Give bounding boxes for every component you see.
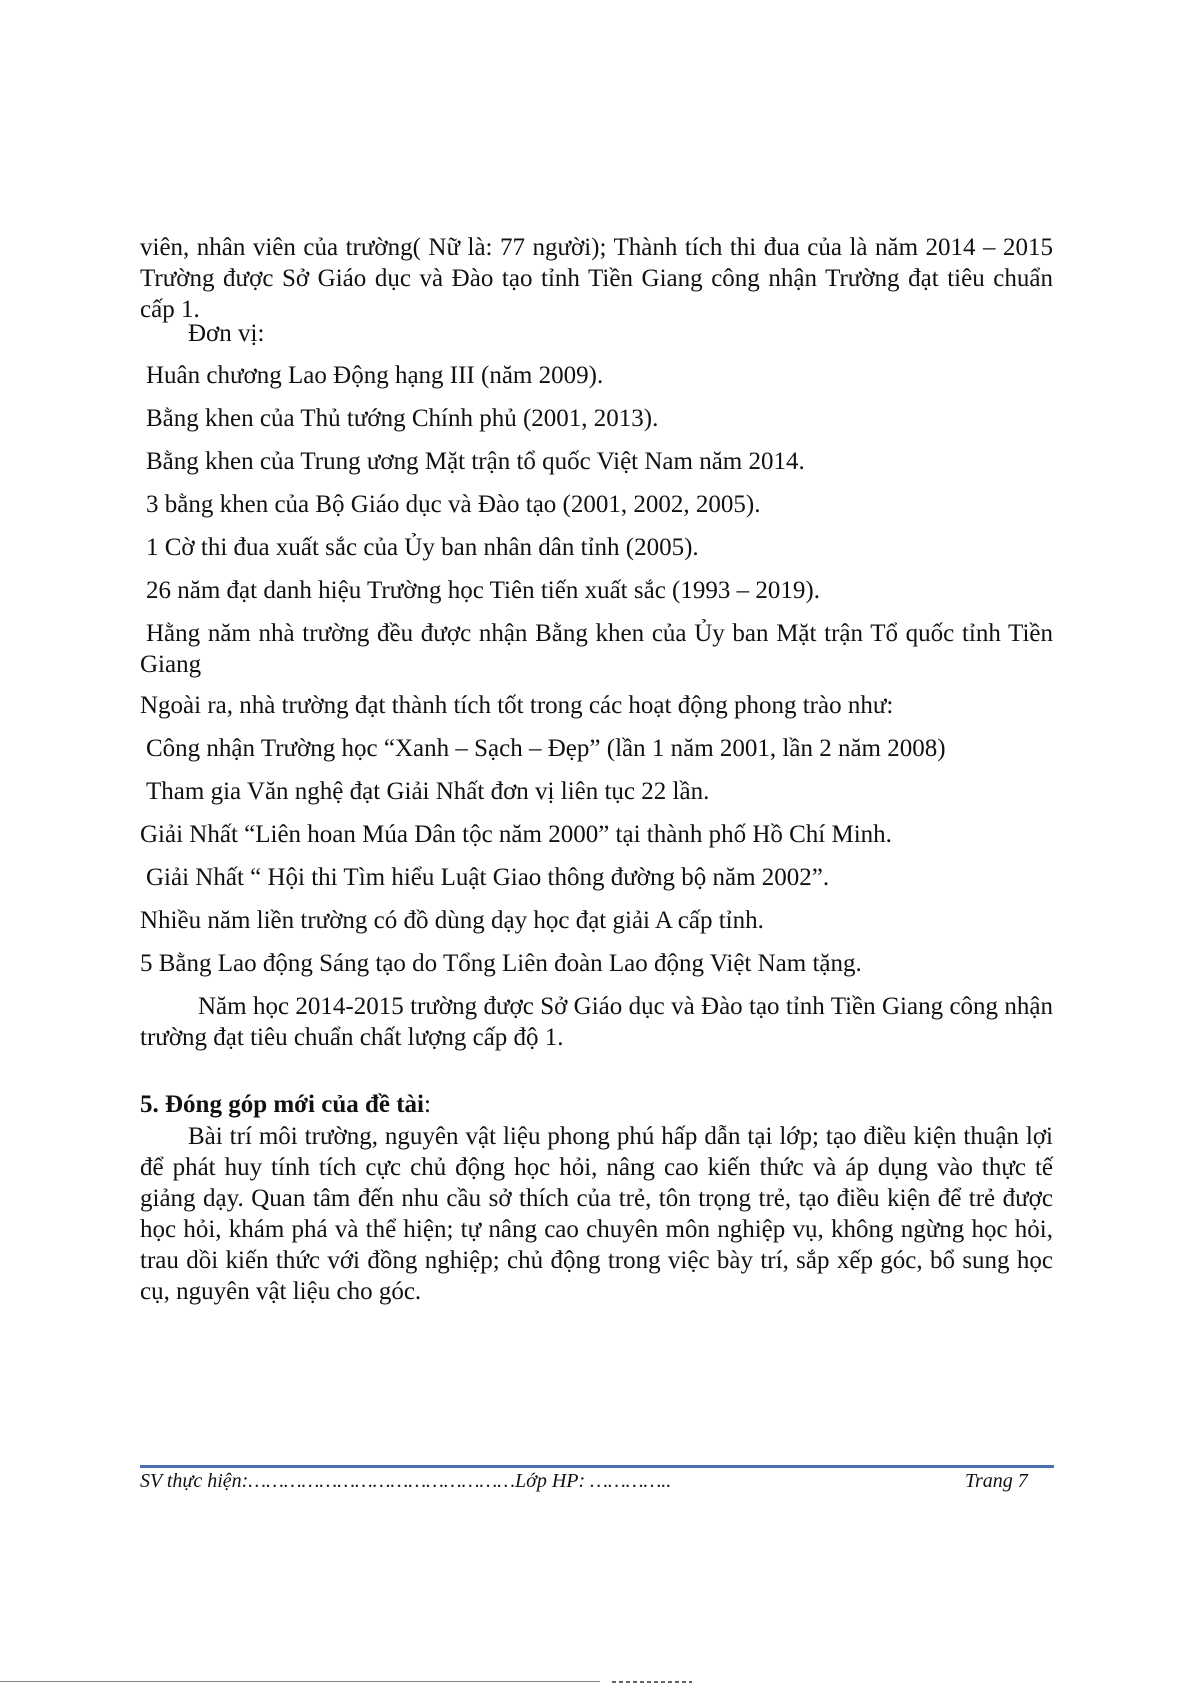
activity-item: Công nhận Trường học “Xanh – Sạch – Đẹp” (lần 1 năm 2001, lần 2 năm 2008): [146, 735, 946, 762]
award-item: Huân chương Lao Động hạng III (năm 2009).: [146, 362, 604, 389]
bottom-edge-line: [0, 1681, 600, 1682]
activity-item: 5 Bằng Lao động Sáng tạo do Tổng Liên đoàn Lao động Việt Nam tặng.: [140, 950, 862, 977]
award-item: 1 Cờ thi đua xuất sắc của Ủy ban nhân dân tỉnh (2005).: [146, 534, 699, 561]
activity-item: Tham gia Văn nghệ đạt Giải Nhất đơn vị liên tục 22 lần.: [146, 778, 710, 805]
section-5-heading-colon: :: [424, 1091, 431, 1118]
paragraph-2014: Năm học 2014-2015 trường được Sở Giáo dục và Đào tạo tỉnh Tiền Giang công nhận trường đạt tiêu chuẩn chất lượng cấp độ 1.: [140, 993, 1053, 1051]
activity-item: Nhiều năm liền trường có đồ dùng dạy học đạt giải A cấp tỉnh.: [140, 907, 764, 934]
intro-paragraph: viên, nhân viên của trường( Nữ là: 77 người); Thành tích thi đua của là năm 2014 – 2015 Trường được Sở Giáo dục và Đào tạo tỉnh Tiền Giang công nhận Trường đạt tiêu chuẩn cấp 1.: [140, 234, 1053, 323]
footer-author-class: SV thực hiện:………………………………………Lớp HP: …………..: [140, 1470, 672, 1492]
award-item: 3 bằng khen của Bộ Giáo dục và Đào tạo (2001, 2002, 2005).: [146, 491, 761, 518]
bottom-edge-mark: [612, 1681, 692, 1683]
section-5-heading-text: 5. Đóng góp mới của đề tài: [140, 1091, 424, 1118]
section-5-paragraph: Bài trí môi trường, nguyên vật liệu phong phú hấp dẫn tại lớp; tạo điều kiện thuận lợi để phát huy tính tích cực chủ động học hỏi, nâng cao kiến thức và áp dụng vào thực tế giảng dạy. Quan tâm đến nhu cầu sở thích của trẻ, tôn trọng trẻ, tạo điều kiện để trẻ được học hỏi, khám phá và thể hiện; tự nâng cao chuyên môn nghiệp vụ, không ngừng học hỏi, trau dồi kiến thức với đồng nghiệp; chủ động trong việc bày trí, sắp xếp góc, bổ sung học cụ, nguyên vật liệu cho góc.: [140, 1123, 1053, 1305]
award-item: Bằng khen của Trung ương Mặt trận tổ quốc Việt Nam năm 2014.: [146, 448, 805, 475]
section-5-heading: [140, 1089, 431, 1120]
ngoai-ra-line: Ngoài ra, nhà trường đạt thành tích tốt trong các hoạt động phong trào như:: [140, 692, 894, 719]
page-number: Trang 7: [965, 1470, 1028, 1492]
don-vi-label: Đơn vị:: [188, 320, 265, 347]
activity-item: Giải Nhất “Liên hoan Múa Dân tộc năm 2000” tại thành phố Hồ Chí Minh.: [140, 821, 892, 848]
award-item: Bằng khen của Thủ tướng Chính phủ (2001, 2013).: [146, 405, 659, 432]
award-item: 26 năm đạt danh hiệu Trường học Tiên tiến xuất sắc (1993 – 2019).: [146, 577, 820, 604]
activity-item: Giải Nhất “ Hội thi Tìm hiểu Luật Giao thông đường bộ năm 2002”.: [146, 864, 830, 891]
award-item: Hằng năm nhà trường đều được nhận Bằng khen của Ủy ban Mặt trận Tổ quốc tỉnh Tiền Giang: [140, 620, 1053, 678]
